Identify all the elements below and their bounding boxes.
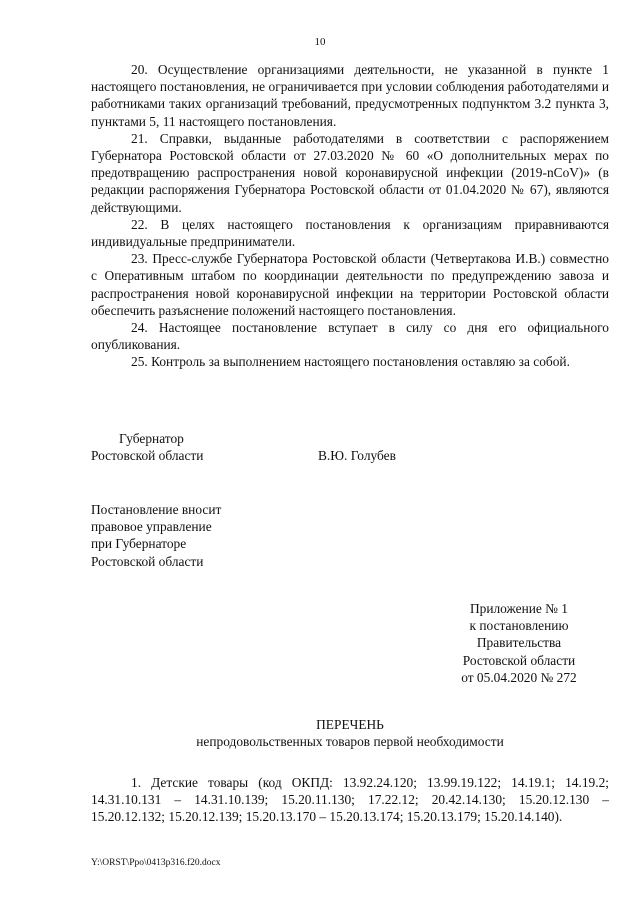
paragraph-22: 22. В целях настоящего постановления к организациям приравниваются индивидуальные предприниматели. <box>91 216 609 250</box>
submitted-by-note <box>91 501 221 570</box>
note-line: Ростовской области <box>91 553 204 569</box>
page-number: 10 <box>314 36 326 48</box>
paragraph-20: 20. Осуществление организациями деятельности, не указанной в пункте 1 настоящего постановления, не ограничивается при условии соблюдения работодателями и работниками таких организаций требований, предусмотренных подпунктом 3.2 пункта 3, пунктами 5, 11 настоящего постановления. <box>91 62 609 129</box>
paragraph-25: 25. Контроль за выполнением настоящего постановления оставляю за собой. <box>131 354 570 370</box>
signature-title-line2: Ростовской области <box>91 448 204 464</box>
appendix-line: Приложение № 1 <box>469 601 569 616</box>
footer-file-path: Y:\ORST\Ppo\0413p316.f20.docx <box>91 858 221 868</box>
goods-list <box>91 774 609 826</box>
appendix-line: от 05.04.2020 № 272 <box>461 669 577 685</box>
note-line: Постановление вносит <box>91 502 222 517</box>
signature-row <box>91 447 591 464</box>
signature-title-line1: Губернатор <box>119 431 184 446</box>
signature-name: В.Ю. Голубев <box>318 448 396 464</box>
paragraph-23: 23. Пресс-службе Губернатора Ростовской области (Четвертакова И.В.) совместно с Оперативным штабом по координации деятельности по предупреждению завоза и распространения новой коронавирусной инфекции на территории Ростовской области обеспечить разъяснение положений настоящего постановления. <box>91 251 609 318</box>
paragraph-21: 21. Справки, выданные работодателями в соответствии с распоряжением Губернатора Ростовской области от 27.03.2020 № 60 «О дополнительных мерах по предотвращению распространения новой коронавирусной инфекции (2019-nCoV)» (в редакции распоряжения Губернатора Ростовской области от 01.04.2020 № 67), являются действующими. <box>91 130 609 215</box>
note-line: правовое управление <box>91 519 212 535</box>
list-item: 1. Детские товары (код ОКПД: 13.92.24.120; 13.99.19.122; 14.19.1; 14.19.2; 14.31.10.131 – 14.31.10.139; 15.20.11.130; 17.22.12; 20.42.14.130; 15.20.12.130 – 15.20.12.132; 15.20.12.139; 15.20.13.170 – 15.20.13.174; 15.20.13.179; 15.20.14.140). <box>91 775 609 825</box>
appendix-header <box>444 600 594 686</box>
list-heading <box>0 716 640 750</box>
appendix-line: Правительства <box>476 635 562 651</box>
signature-block <box>91 430 591 464</box>
list-title: ПЕРЕЧЕНЬ <box>316 717 384 732</box>
appendix-line: Ростовской области <box>462 652 576 668</box>
note-line: при Губернаторе <box>91 536 187 552</box>
appendix-line: к постановлению <box>469 618 569 634</box>
list-subtitle: непродовольственных товаров первой необходимости <box>196 734 504 750</box>
paragraph-24: 24. Настоящее постановление вступает в силу со дня его официального опубликования. <box>91 320 609 353</box>
decree-paragraphs <box>91 61 609 371</box>
